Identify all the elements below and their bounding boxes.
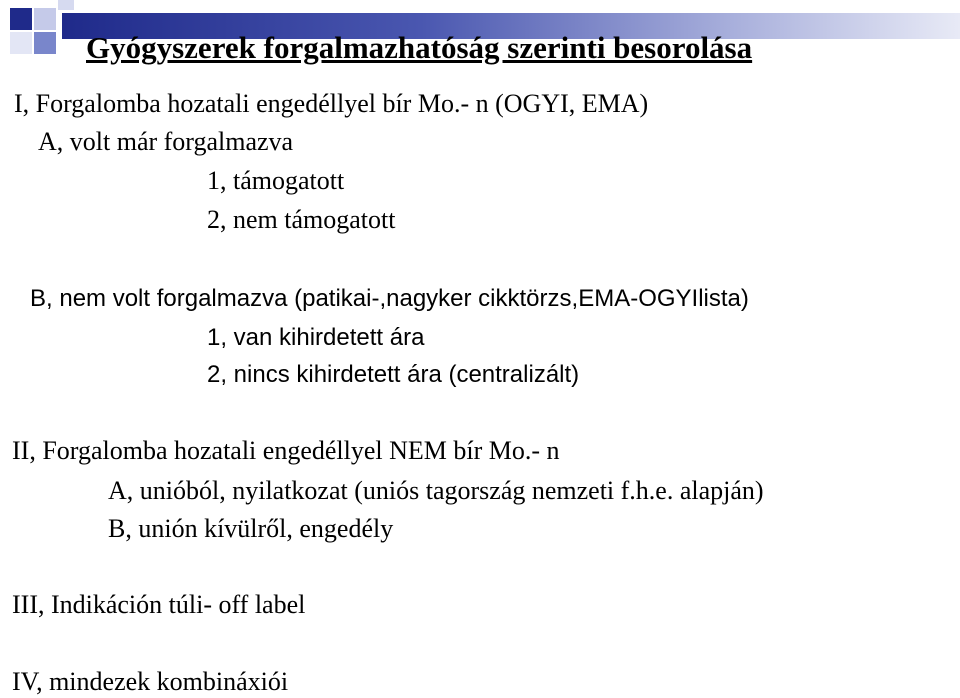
- list-item-level3: 2, nem támogatott: [207, 205, 396, 234]
- decor-square: [58, 0, 74, 10]
- list-item-level1: IV, mindezek kombináxiói: [12, 667, 289, 696]
- list-item-level3: 1, van kihirdetett ára: [207, 324, 425, 351]
- page-title: Gyógyszerek forgalmazhatóság szerinti besorolása: [86, 30, 753, 65]
- decor-square: [34, 8, 56, 30]
- list-item-level1: III, Indikáción túli- off label: [12, 590, 306, 619]
- list-item-level1: I, Forgalomba hozatali engedéllyel bír Mo.- n (OGYI, EMA): [14, 89, 649, 118]
- list-item-level2: B, unión kívülről, engedély: [108, 514, 394, 543]
- list-item-level2: B, nem volt forgalmazva (patikai-,nagyker cikktörzs,EMA-OGYIlista): [30, 285, 749, 312]
- list-item-level2: A, volt már forgalmazva: [38, 127, 294, 156]
- list-item-level3: 1, támogatott: [207, 166, 345, 195]
- decor-square: [34, 32, 56, 54]
- list-item-level2: A, unióból, nyilatkozat (uniós tagország nemzeti f.h.e. alapján): [108, 476, 764, 505]
- list-item-level1: II, Forgalomba hozatali engedéllyel NEM bír Mo.- n: [12, 436, 560, 465]
- decor-square: [10, 32, 32, 54]
- decor-square: [10, 8, 32, 30]
- list-item-level3: 2, nincs kihirdetett ára (centralizált): [207, 361, 580, 388]
